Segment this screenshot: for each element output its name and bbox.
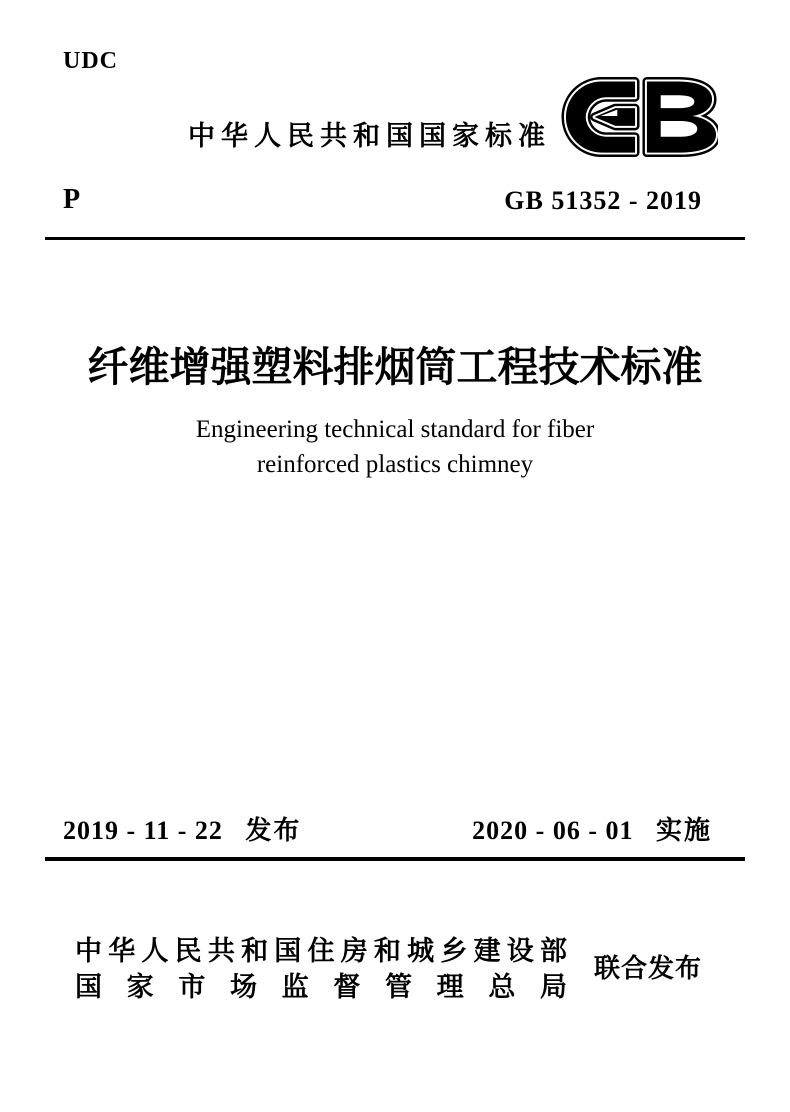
implement-date: 2020 - 06 - 01: [472, 816, 634, 845]
publisher-line1: 中华人民共和国住房和城乡建设部: [75, 936, 567, 967]
publisher-line2: 国家市场监督管理总局: [75, 972, 567, 1003]
title-english-line1: Engineering technical standard for fiber: [195, 416, 595, 443]
issue-date-line: [63, 810, 301, 847]
classification-code: P: [63, 184, 81, 215]
gb-standard-logo-icon: [560, 74, 718, 164]
issue-label: 发布: [245, 816, 302, 846]
udc-label: UDC: [63, 48, 118, 74]
title-english-line2: reinforced plastics chimney: [256, 451, 534, 478]
title-chinese: 纤维增强塑料排烟筒工程技术标准: [87, 343, 703, 391]
joint-publish-label: 联合发布: [594, 954, 703, 984]
bottom-divider-rule: [45, 857, 745, 861]
issue-date: 2019 - 11 - 22: [63, 816, 223, 845]
standard-number: GB 51352 - 2019: [504, 186, 702, 215]
implement-label: 实施: [655, 816, 712, 846]
implement-date-line: [472, 810, 712, 847]
national-standard-heading: 中华人民共和国国家标准: [188, 121, 551, 152]
title-english: [0, 412, 790, 482]
top-divider-rule: [45, 237, 745, 240]
